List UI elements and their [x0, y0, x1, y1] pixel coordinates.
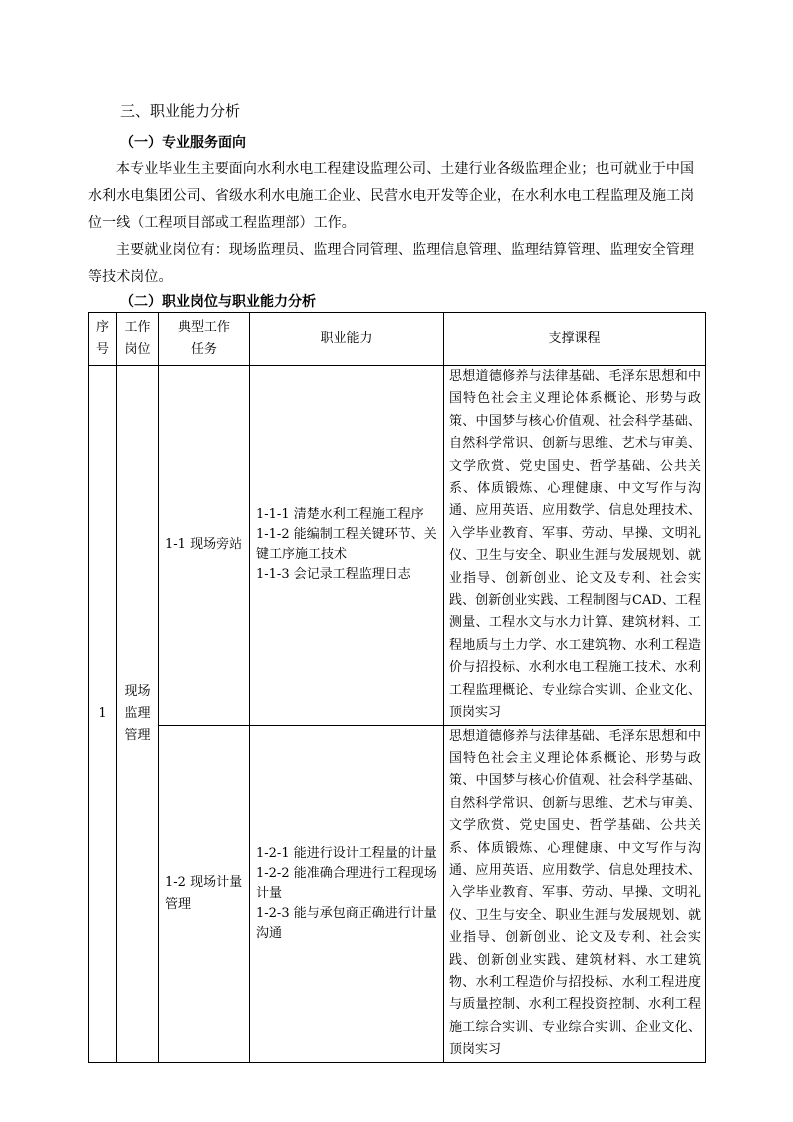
header-ability: 职业能力 — [250, 313, 444, 366]
ability-item: 1-1-3 会记录工程监理日志 — [256, 567, 411, 583]
task-cell: 1-1 现场旁站 — [159, 366, 250, 726]
header-post: 工作岗位 — [117, 313, 159, 366]
ability-item: 1-1-2 能编制工程关键环节、关键工序施工技术 — [256, 527, 437, 563]
course-cell: 思想道德修养与法律基础、毛泽东思想和中国特色社会主义理论体系概论、形势与政策、中国梦与核心价值观、社会科学基础、自然科学常识、创新与思维、艺术与审美、文学欣赏、党史国史、哲学基础、公共关系、体质锻炼、心理健康、中文写作与沟通、应用英语、应用数学、信息处理技术、入学毕业教育、军事、劳动、早操、文明礼仪、卫生与安全、职业生涯与发展规划、就业指导、创新创业、论文及专利、社会实践、创新创业实践、建筑材料、水工建筑物、水利工程造价与招投标、水利工程进度与质量控制、水利工程投资控制、水利工程施工综合实训、专业综合实训、企业文化、顶岗实习 — [444, 725, 706, 1062]
ability-cell — [250, 366, 444, 726]
row-number: 1 — [89, 366, 117, 1063]
table-header-row — [89, 313, 706, 366]
post-ability-table — [88, 312, 706, 1063]
ability-item: 1-2-3 能与承包商正确进行计量沟通 — [256, 905, 437, 941]
subsection-title-service: （一）专业服务面向 — [120, 135, 246, 151]
ability-item: 1-2-2 能准确合理进行工程现场计量 — [256, 865, 437, 901]
post-name: 现场监理管理 — [117, 366, 159, 1063]
table-row — [89, 725, 706, 1062]
ability-cell — [250, 725, 444, 1062]
section-title: 三、职业能力分析 — [120, 102, 241, 120]
ability-item: 1-2-1 能进行设计工程量的计量 — [256, 845, 437, 861]
ability-item: 1-1-1 清楚水利工程施工程序 — [256, 507, 424, 523]
task-cell: 1-2 现场计量管理 — [159, 725, 250, 1062]
paragraph-service-orientation: 本专业毕业生主要面向水利水电工程建设监理公司、土建行业各级监理企业；也可就业于中国水利水电集团公司、省级水利水电施工企业、民营水电开发等企业，在水利水电工程监理及施工岗位一线（工程项目部或工程监理部）工作。 — [88, 161, 695, 231]
header-task: 典型工作任务 — [159, 313, 250, 366]
paragraph-employment-posts: 主要就业岗位有：现场监理员、监理合同管理、监理信息管理、监理结算管理、监理安全管理等技术岗位。 — [88, 242, 695, 285]
course-cell: 思想道德修养与法律基础、毛泽东思想和中国特色社会主义理论体系概论、形势与政策、中国梦与核心价值观、社会科学基础、自然科学常识、创新与思维、艺术与审美、文学欣赏、党史国史、哲学基础、公共关系、体质锻炼、心理健康、中文写作与沟通、应用英语、应用数学、信息处理技术、入学毕业教育、军事、劳动、早操、文明礼仪、卫生与安全、职业生涯与发展规划、就业指导、创新创业、论文及专利、社会实践、创新创业实践、工程制图与CAD、工程测量、工程水文与水力计算、建筑材料、工程地质与土力学、水工建筑物、水利工程造价与招投标、水利水电工程施工技术、水利工程监理概论、专业综合实训、企业文化、顶岗实习 — [444, 366, 706, 726]
header-no: 序号 — [89, 313, 117, 366]
header-course: 支撑课程 — [444, 313, 706, 366]
subsection-title-post-ability: （二）职业岗位与职业能力分析 — [120, 294, 316, 310]
table-row — [89, 366, 706, 726]
